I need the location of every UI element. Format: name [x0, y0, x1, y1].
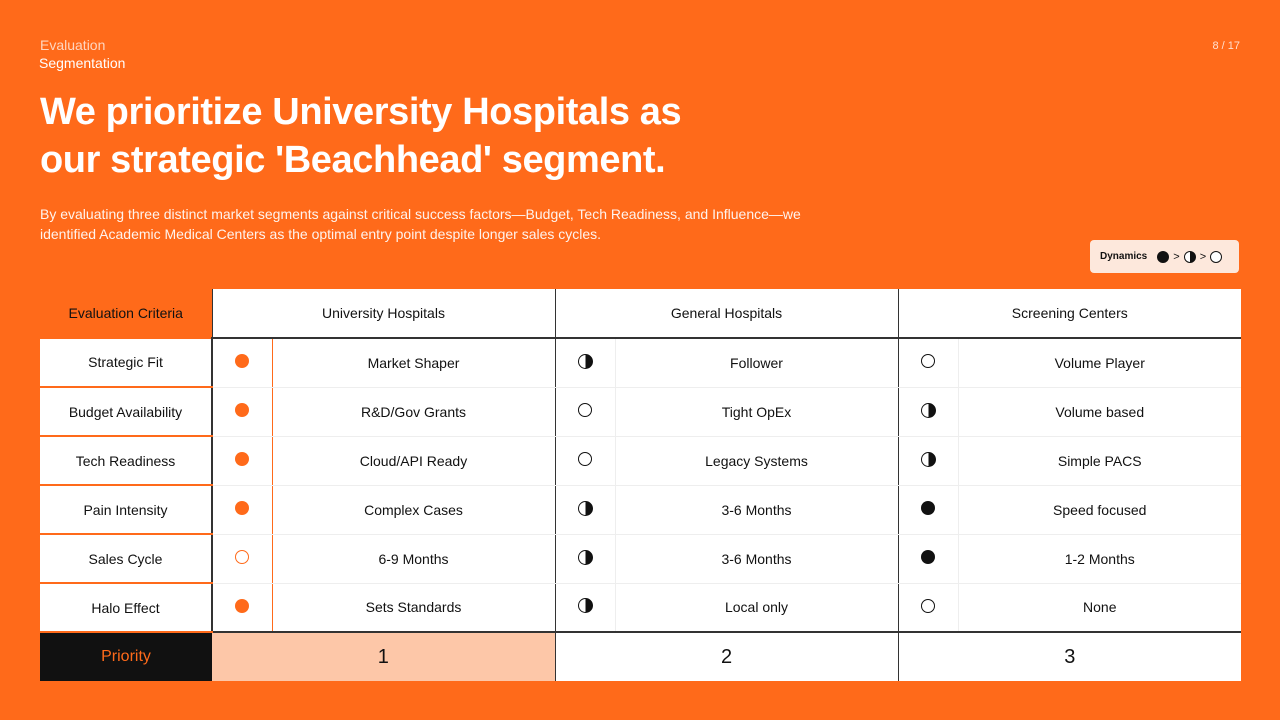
criterion-label: Strategic Fit	[40, 338, 212, 387]
evaluation-table	[40, 289, 1241, 681]
full-circle-icon	[235, 354, 249, 368]
value-cell-screening: Volume based	[958, 387, 1241, 436]
rating-cell-university	[212, 534, 272, 583]
criterion-label: Pain Intensity	[40, 485, 212, 534]
value-cell-screening: None	[958, 583, 1241, 632]
empty-circle-icon	[578, 452, 592, 466]
rating-cell-general	[555, 485, 615, 534]
value-cell-university: Complex Cases	[272, 485, 555, 534]
full-circle-icon	[235, 452, 249, 466]
rating-cell-university	[212, 387, 272, 436]
legend-symbols	[1157, 251, 1222, 263]
rating-cell-screening	[898, 583, 958, 632]
table-row	[40, 436, 1241, 485]
rating-cell-university	[212, 338, 272, 387]
page-title	[40, 88, 800, 184]
priority-value-university: 1	[212, 632, 555, 681]
table-header-row	[40, 289, 1241, 338]
half-circle-icon	[578, 550, 593, 565]
page-number: 8 / 17	[1212, 40, 1240, 52]
rating-cell-university	[212, 583, 272, 632]
criteria-header: Evaluation Criteria	[40, 289, 212, 338]
table-row	[40, 583, 1241, 632]
page-title-line-2: our strategic 'Beachhead' segment.	[40, 139, 666, 181]
full-circle-icon	[235, 403, 249, 417]
value-cell-university: Sets Standards	[272, 583, 555, 632]
priority-value-screening: 3	[898, 632, 1241, 681]
rating-cell-university	[212, 436, 272, 485]
full-circle-icon	[921, 501, 935, 515]
segment-header-university: University Hospitals	[212, 289, 555, 338]
half-circle-icon	[921, 403, 936, 418]
rating-cell-general	[555, 534, 615, 583]
rating-cell-general	[555, 338, 615, 387]
full-circle-icon	[921, 550, 935, 564]
rating-cell-screening	[898, 436, 958, 485]
half-circle-icon	[578, 598, 593, 613]
rating-cell-university	[212, 485, 272, 534]
empty-circle-icon	[921, 599, 935, 613]
half-circle-icon	[921, 452, 936, 467]
rating-cell-screening	[898, 485, 958, 534]
value-cell-general: 3-6 Months	[615, 485, 898, 534]
page-subtitle: By evaluating three distinct market segments against critical success factors—Budget, Tech Readiness, and Influence—we identified Academic Medical Centers as the optimal entry point despite longer sales cycles.	[40, 206, 801, 242]
table-row	[40, 534, 1241, 583]
rating-cell-general	[555, 387, 615, 436]
criterion-label: Halo Effect	[40, 583, 212, 632]
value-cell-university: 6-9 Months	[272, 534, 555, 583]
dynamics-legend	[1090, 240, 1239, 273]
priority-row	[40, 632, 1241, 681]
table-row	[40, 387, 1241, 436]
full-circle-icon	[235, 501, 249, 515]
rating-cell-screening	[898, 338, 958, 387]
rating-cell-screening	[898, 387, 958, 436]
value-cell-screening: Simple PACS	[958, 436, 1241, 485]
breadcrumb-section: Evaluation	[40, 37, 106, 53]
empty-circle-icon	[921, 354, 935, 368]
priority-value-general: 2	[555, 632, 898, 681]
page-title-line-1: We prioritize University Hospitals as	[40, 91, 682, 133]
value-cell-screening: Speed focused	[958, 485, 1241, 534]
rating-cell-screening	[898, 534, 958, 583]
criterion-label: Budget Availability	[40, 387, 212, 436]
half-circle-icon	[578, 501, 593, 516]
empty-circle-icon	[235, 550, 249, 564]
half-circle-icon	[1184, 251, 1196, 263]
criterion-label: Tech Readiness	[40, 436, 212, 485]
legend-label: Dynamics	[1100, 251, 1148, 262]
breadcrumb-subsection: Segmentation	[39, 55, 126, 71]
table-row	[40, 338, 1241, 387]
value-cell-university: R&D/Gov Grants	[272, 387, 555, 436]
value-cell-general: Follower	[615, 338, 898, 387]
rating-cell-general	[555, 436, 615, 485]
value-cell-general: Local only	[615, 583, 898, 632]
value-cell-general: 3-6 Months	[615, 534, 898, 583]
chevron-right-icon: >	[1199, 250, 1207, 263]
table-row	[40, 485, 1241, 534]
half-circle-icon	[578, 354, 593, 369]
value-cell-screening: 1-2 Months	[958, 534, 1241, 583]
value-cell-general: Tight OpEx	[615, 387, 898, 436]
empty-circle-icon	[578, 403, 592, 417]
chevron-right-icon: >	[1173, 250, 1180, 263]
rating-cell-general	[555, 583, 615, 632]
criterion-label: Sales Cycle	[40, 534, 212, 583]
value-cell-university: Cloud/API Ready	[272, 436, 555, 485]
value-cell-screening: Volume Player	[958, 338, 1241, 387]
segment-header-screening: Screening Centers	[898, 289, 1241, 338]
value-cell-university: Market Shaper	[272, 338, 555, 387]
priority-label: Priority	[40, 632, 212, 681]
value-cell-general: Legacy Systems	[615, 436, 898, 485]
full-circle-icon	[235, 599, 249, 613]
segment-header-general: General Hospitals	[555, 289, 898, 338]
full-circle-icon	[1157, 251, 1169, 263]
empty-circle-icon	[1210, 251, 1222, 263]
